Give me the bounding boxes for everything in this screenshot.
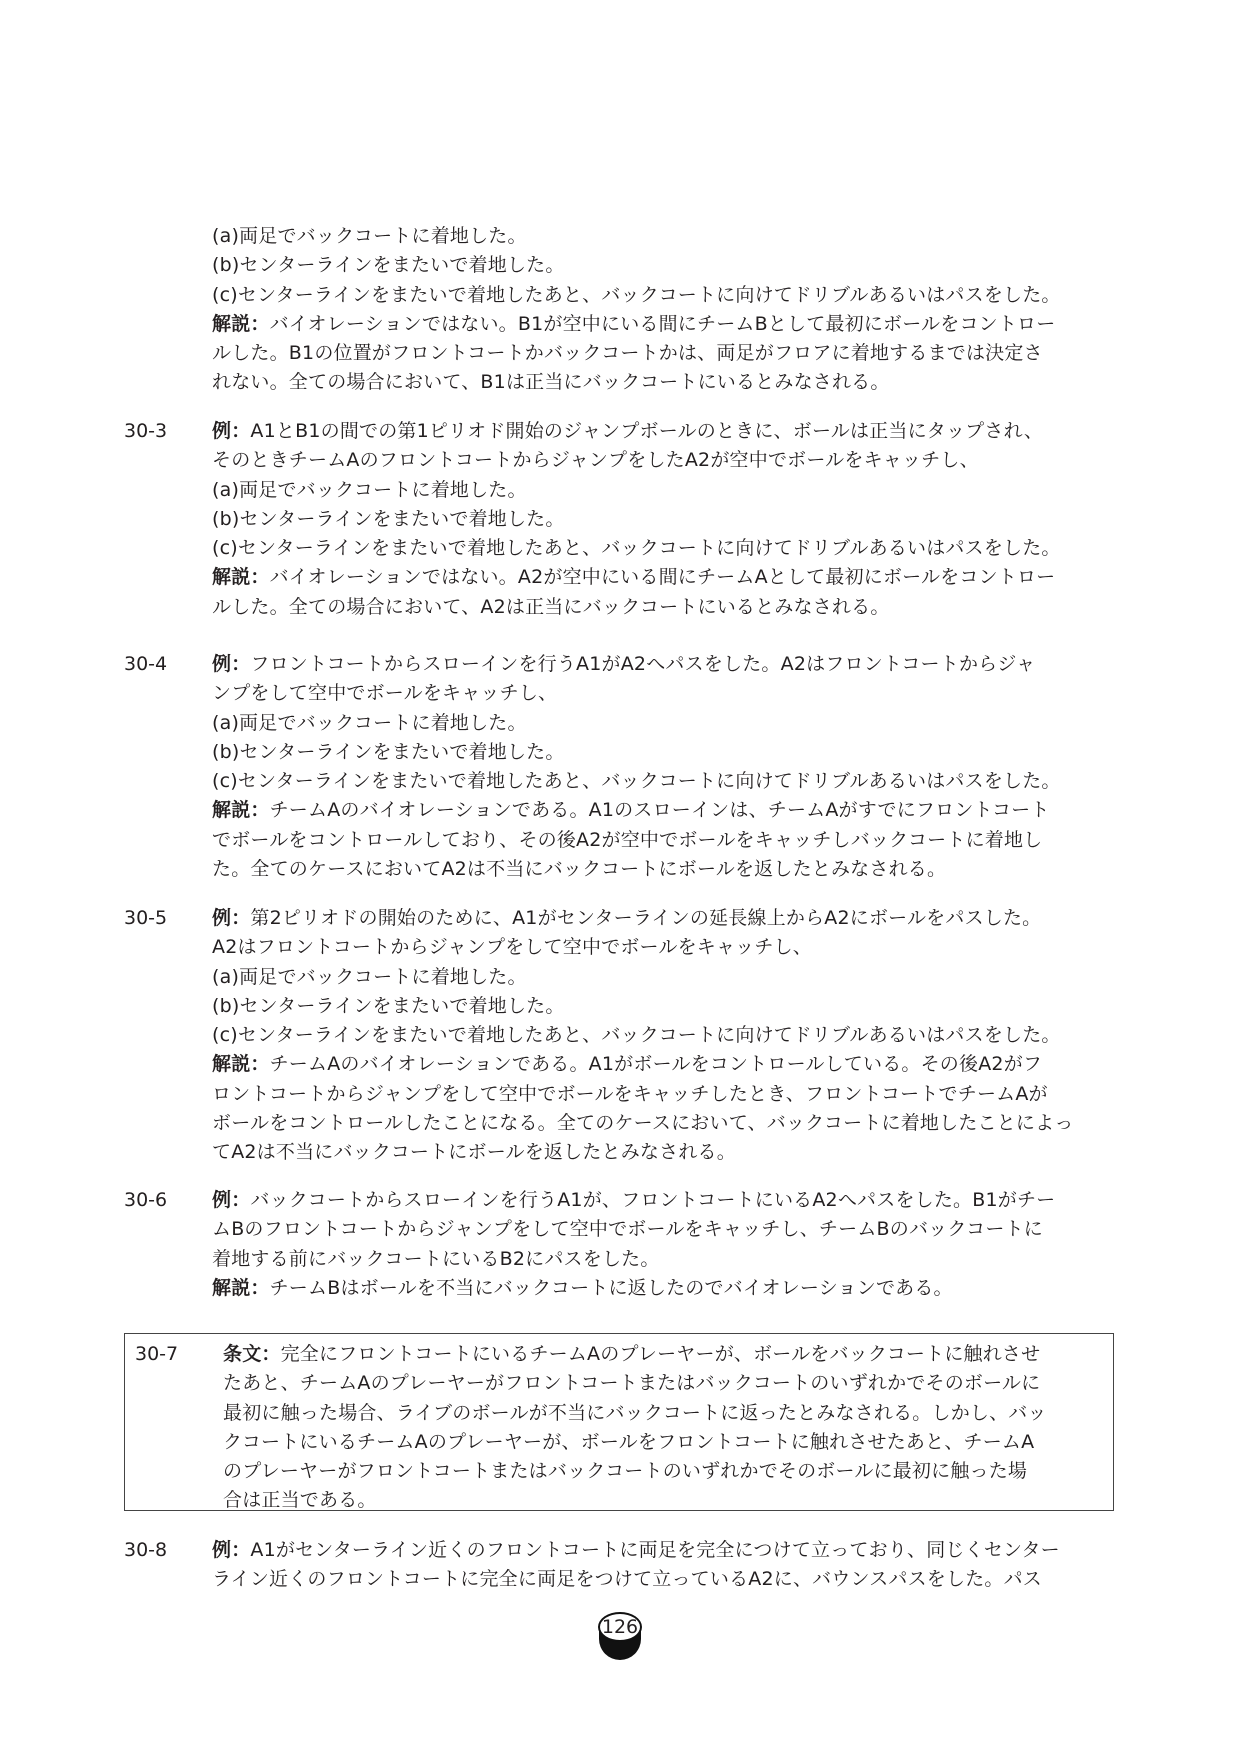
example-line: 例：バックコートからスローインを行うA1が、フロントコートにいるA2へパスをした。B1がチー	[212, 1189, 1056, 1211]
explanation-line: ルした。B1の位置がフロントコートかバックコートかは、両足がフロアに着地するまでは決定さ	[212, 342, 1043, 365]
example-line: A2はフロントコートからジャンプをして空中でボールをキャッチし、	[212, 936, 812, 959]
explanation-line: 解説：チームAのバイオレーションである。A1のスローインは、チームAがすでにフロントコート	[212, 799, 1050, 822]
explanation-line: 解説：バイオレーションではない。B1が空中にいる間にチームBとして最初にボールをコントロー	[212, 312, 1056, 335]
case-c: (c)センターラインをまたいで着地したあと、バックコートに向けてドリブルあるいはパスをした。	[212, 537, 1061, 560]
explanation-line: てA2は不当にバックコートにボールを返したとみなされる。	[212, 1141, 736, 1164]
example-line: ムBのフロントコートからジャンプをして空中でボールをキャッチし、チームBのバックコートに	[212, 1218, 1043, 1241]
article-line: 最初に触った場合、ライブのボールが不当にバックコートに返ったとみなされる。しかし、バッ	[223, 1401, 1047, 1424]
page-number-badge	[595, 1612, 645, 1662]
article-line: たあと、チームAのプレーヤーがフロントコートまたはバックコートのいずれかでそのボールに	[223, 1372, 1041, 1395]
section-number: 30-8	[124, 1539, 168, 1561]
explanation-line: た。全てのケースにおいてA2は不当にバックコートにボールを返したとみなされる。	[212, 858, 947, 881]
example-line: そのときチームAのフロントコートからジャンプをしたA2が空中でボールをキャッチし、	[212, 449, 979, 472]
explanation-line: 解説：チームBはボールを不当にバックコートに返したのでバイオレーションである。	[212, 1276, 953, 1299]
explanation-label: 解説：	[212, 799, 270, 822]
article-line: クコートにいるチームAのプレーヤーが、ボールをフロントコートに触れさせたあと、チームA	[223, 1430, 1035, 1453]
explanation-line: 解説：バイオレーションではない。A2が空中にいる間にチームAとして最初にボールをコントロー	[212, 566, 1056, 589]
case-a: (a)両足でバックコートに着地した。	[212, 965, 527, 988]
explanation-label: 解説：	[212, 1053, 270, 1076]
explanation-label: 解説：	[212, 1276, 270, 1299]
explanation-line: ルした。全ての場合において、A2は正当にバックコートにいるとみなされる。	[212, 595, 890, 618]
explanation-line: でボールをコントロールしており、その後A2が空中でボールをキャッチしバックコートに着地し	[212, 828, 1043, 851]
explanation-line: れない。全ての場合において、B1は正当にバックコートにいるとみなされる。	[212, 371, 890, 394]
section-number: 30-7	[135, 1343, 179, 1365]
section-30-4	[124, 650, 1114, 884]
explanation-line: 解説：チームAのバイオレーションである。A1がボールをコントロールしている。その後A2がフ	[212, 1053, 1043, 1076]
article-line: 合は正当である。	[223, 1489, 377, 1512]
article-line: のプレーヤーがフロントコートまたはバックコートのいずれかでそのボールに最初に触った場	[223, 1460, 1028, 1483]
explanation-line: ボールをコントロールしたことになる。全てのケースにおいて、バックコートに着地したことによっ	[212, 1112, 1074, 1135]
page-number: 126	[598, 1612, 642, 1642]
section-30-7	[135, 1340, 1103, 1516]
section-30-5	[124, 904, 1114, 1168]
article-box-30-7	[124, 1333, 1114, 1511]
explanation-line: ロントコートからジャンプをして空中でボールをキャッチしたとき、フロントコートでチームAが	[212, 1082, 1048, 1105]
section-number: 30-4	[124, 653, 168, 675]
case-c: (c)センターラインをまたいで着地したあと、バックコートに向けてドリブルあるいはパスをした。	[212, 1024, 1061, 1047]
example-label: 例：	[212, 1539, 251, 1561]
case-a: (a)両足でバックコートに着地した。	[212, 225, 527, 247]
section-number: 30-6	[124, 1189, 168, 1211]
example-label: 例：	[212, 653, 251, 675]
section-number: 30-3	[124, 420, 168, 442]
example-line: 着地する前にバックコートにいるB2にパスをした。	[212, 1247, 660, 1270]
case-b: (b)センターラインをまたいで着地した。	[212, 507, 565, 530]
explanation-label: 解説：	[212, 312, 270, 335]
case-b: (b)センターラインをまたいで着地した。	[212, 740, 565, 763]
section-30-3	[124, 417, 1114, 622]
example-label: 例：	[212, 907, 251, 929]
article-line: 条文：完全にフロントコートにいるチームAのプレーヤーが、ボールをバックコートに触れさせ	[223, 1343, 1041, 1365]
case-c: (c)センターラインをまたいで着地したあと、バックコートに向けてドリブルあるいはパスをした。	[212, 770, 1061, 793]
section-number: 30-5	[124, 907, 168, 929]
example-label: 例：	[212, 1189, 251, 1211]
article-label: 条文：	[223, 1343, 281, 1365]
case-c: (c)センターラインをまたいで着地したあと、バックコートに向けてドリブルあるいはパスをした。	[212, 283, 1061, 306]
continuation-block	[124, 222, 1114, 398]
example-line: 例：A1がセンターライン近くのフロントコートに両足を完全につけて立っており、同じくセンター	[212, 1539, 1060, 1561]
case-a: (a)両足でバックコートに着地した。	[212, 478, 527, 501]
explanation-label: 解説：	[212, 566, 270, 589]
case-b: (b)センターラインをまたいで着地した。	[212, 254, 565, 277]
case-a: (a)両足でバックコートに着地した。	[212, 711, 527, 734]
example-line: ライン近くのフロントコートに完全に両足をつけて立っているA2に、バウンスパスをした。パス	[212, 1568, 1042, 1591]
example-line: 例：フロントコートからスローインを行うA1がA2へパスをした。A2はフロントコートからジャ	[212, 653, 1036, 675]
example-line: 例：A1とB1の間での第1ピリオド開始のジャンプボールのときに、ボールは正当にタップされ、	[212, 420, 1044, 442]
case-b: (b)センターラインをまたいで着地した。	[212, 994, 565, 1017]
section-30-6	[124, 1186, 1114, 1303]
example-label: 例：	[212, 420, 251, 442]
example-line: 例：第2ピリオドの開始のために、A1がセンターラインの延長線上からA2にボールをパスした。	[212, 907, 1042, 929]
example-line: ンプをして空中でボールをキャッチし、	[212, 682, 558, 705]
section-30-8	[124, 1536, 1114, 1595]
